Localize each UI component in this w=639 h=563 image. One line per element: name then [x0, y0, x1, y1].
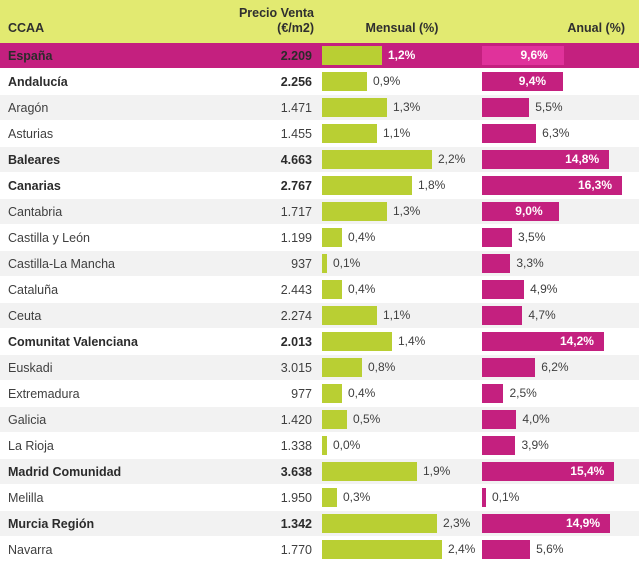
- annual-bar: [482, 384, 503, 403]
- row-monthly-bar-cell: [322, 69, 482, 95]
- table-row: [0, 459, 639, 485]
- row-annual-bar-cell: [482, 303, 639, 329]
- row-annual-bar-cell: [482, 485, 639, 511]
- monthly-bar: [322, 98, 387, 117]
- annual-bar: [482, 280, 524, 299]
- table-row: [0, 329, 639, 355]
- monthly-bar: [322, 46, 382, 65]
- monthly-value-label: 0,0%: [333, 438, 361, 452]
- table-body: [0, 43, 639, 563]
- monthly-bar: [322, 280, 342, 299]
- row-price-value: 2.013: [172, 329, 322, 355]
- monthly-bar: [322, 228, 342, 247]
- table-row: [0, 355, 639, 381]
- row-price-value: 1.455: [172, 121, 322, 147]
- monthly-value-label: 1,4%: [398, 334, 426, 348]
- row-annual-bar-cell: [482, 199, 639, 225]
- row-monthly-bar-cell: [322, 225, 482, 251]
- header-row: [0, 0, 639, 43]
- column-header-price: [172, 0, 322, 43]
- monthly-bar: [322, 410, 347, 429]
- annual-value-label: 14,2%: [559, 334, 594, 348]
- table-row: [0, 147, 639, 173]
- monthly-value-label: 1,8%: [418, 178, 446, 192]
- annual-value-label: 6,3%: [542, 126, 570, 140]
- row-monthly-bar-cell: [322, 511, 482, 537]
- row-price-value: 1.199: [172, 225, 322, 251]
- row-region-name: Madrid Comunidad: [0, 459, 172, 485]
- column-header-price-line2: (€/m2): [277, 21, 314, 35]
- annual-bar: [482, 306, 522, 325]
- monthly-bar: [322, 332, 392, 351]
- monthly-value-label: 1,1%: [383, 308, 411, 322]
- row-region-name: Cataluña: [0, 277, 172, 303]
- monthly-value-label: 1,9%: [423, 464, 451, 478]
- table-header: [0, 0, 639, 43]
- annual-value-label: 15,4%: [570, 464, 605, 478]
- row-annual-bar-cell: [482, 173, 639, 199]
- table-row: [0, 511, 639, 537]
- row-monthly-bar-cell: [322, 433, 482, 459]
- row-price-value: 1.420: [172, 407, 322, 433]
- row-monthly-bar-cell: [322, 355, 482, 381]
- annual-value-label: 14,9%: [565, 516, 600, 530]
- table-row: [0, 407, 639, 433]
- row-monthly-bar-cell: [322, 277, 482, 303]
- row-monthly-bar-cell: [322, 43, 482, 69]
- row-monthly-bar-cell: [322, 381, 482, 407]
- row-annual-bar-cell: [482, 95, 639, 121]
- row-region-name: La Rioja: [0, 433, 172, 459]
- row-region-name: Comunitat Valenciana: [0, 329, 172, 355]
- row-monthly-bar-cell: [322, 329, 482, 355]
- row-region-name: Aragón: [0, 95, 172, 121]
- row-price-value: 937: [172, 251, 322, 277]
- row-region-name: Extremadura: [0, 381, 172, 407]
- annual-value-label: 2,5%: [509, 386, 537, 400]
- row-price-value: 1.717: [172, 199, 322, 225]
- monthly-bar: [322, 150, 432, 169]
- row-monthly-bar-cell: [322, 537, 482, 563]
- table-row: [0, 95, 639, 121]
- annual-value-label: 6,2%: [541, 360, 569, 374]
- annual-value-label: 5,5%: [535, 100, 563, 114]
- column-header-monthly: Mensual (%): [322, 0, 482, 43]
- monthly-value-label: 1,2%: [388, 48, 416, 62]
- table-row: [0, 381, 639, 407]
- monthly-value-label: 0,8%: [368, 360, 396, 374]
- row-region-name: Ceuta: [0, 303, 172, 329]
- annual-value-label: 3,5%: [518, 230, 546, 244]
- annual-value-label: 3,3%: [516, 256, 544, 270]
- row-annual-bar-cell: [482, 69, 639, 95]
- monthly-value-label: 0,9%: [373, 74, 401, 88]
- annual-bar: [482, 254, 510, 273]
- table-row: [0, 485, 639, 511]
- monthly-value-label: 2,3%: [443, 516, 471, 530]
- monthly-value-label: 0,3%: [343, 490, 371, 504]
- row-annual-bar-cell: [482, 277, 639, 303]
- row-annual-bar-cell: [482, 121, 639, 147]
- row-annual-bar-cell: [482, 251, 639, 277]
- column-header-ccaa: CCAA: [0, 0, 172, 43]
- row-region-name: Euskadi: [0, 355, 172, 381]
- row-monthly-bar-cell: [322, 303, 482, 329]
- row-annual-bar-cell: [482, 355, 639, 381]
- monthly-bar: [322, 384, 342, 403]
- row-region-name: Baleares: [0, 147, 172, 173]
- row-region-name: Andalucía: [0, 69, 172, 95]
- row-monthly-bar-cell: [322, 459, 482, 485]
- monthly-bar: [322, 202, 387, 221]
- table-row: [0, 303, 639, 329]
- monthly-bar: [322, 514, 437, 533]
- row-annual-bar-cell: [482, 407, 639, 433]
- annual-bar: [482, 228, 512, 247]
- row-region-name: Canarias: [0, 173, 172, 199]
- row-region-name: Castilla y León: [0, 225, 172, 251]
- monthly-value-label: 2,2%: [438, 152, 466, 166]
- annual-value-label: 14,8%: [565, 152, 600, 166]
- row-annual-bar-cell: [482, 147, 639, 173]
- row-price-value: 2.209: [172, 43, 322, 69]
- annual-value-label: 0,1%: [492, 490, 520, 504]
- annual-value-label: 5,6%: [536, 542, 564, 556]
- row-monthly-bar-cell: [322, 147, 482, 173]
- row-region-name: Navarra: [0, 537, 172, 563]
- monthly-value-label: 0,4%: [348, 282, 376, 296]
- row-annual-bar-cell: [482, 511, 639, 537]
- annual-value-label: 4,0%: [522, 412, 550, 426]
- row-annual-bar-cell: [482, 329, 639, 355]
- monthly-bar: [322, 358, 362, 377]
- annual-value-label: 4,7%: [528, 308, 556, 322]
- column-header-annual: Anual (%): [482, 0, 639, 43]
- row-monthly-bar-cell: [322, 199, 482, 225]
- monthly-bar: [322, 306, 377, 325]
- row-price-value: 3.015: [172, 355, 322, 381]
- row-monthly-bar-cell: [322, 173, 482, 199]
- monthly-value-label: 1,3%: [393, 204, 421, 218]
- monthly-value-label: 1,1%: [383, 126, 411, 140]
- table-row: [0, 69, 639, 95]
- table-row: [0, 199, 639, 225]
- row-region-name: Castilla-La Mancha: [0, 251, 172, 277]
- row-region-name: Murcia Región: [0, 511, 172, 537]
- row-annual-bar-cell: [482, 433, 639, 459]
- table-row: [0, 433, 639, 459]
- monthly-bar: [322, 540, 442, 559]
- annual-value-label: 9,6%: [520, 48, 548, 62]
- row-price-value: 1.342: [172, 511, 322, 537]
- annual-value-label: 4,9%: [530, 282, 558, 296]
- monthly-value-label: 0,5%: [353, 412, 381, 426]
- monthly-value-label: 0,4%: [348, 230, 376, 244]
- row-price-value: 1.950: [172, 485, 322, 511]
- row-monthly-bar-cell: [322, 121, 482, 147]
- row-monthly-bar-cell: [322, 485, 482, 511]
- annual-value-label: 16,3%: [578, 178, 613, 192]
- annual-bar: [482, 358, 535, 377]
- row-region-name: España: [0, 43, 172, 69]
- table-row: [0, 277, 639, 303]
- row-price-value: 1.471: [172, 95, 322, 121]
- row-annual-bar-cell: [482, 43, 639, 69]
- row-price-value: 4.663: [172, 147, 322, 173]
- monthly-bar: [322, 124, 377, 143]
- annual-value-label: 9,4%: [518, 74, 547, 88]
- annual-bar: [482, 124, 536, 143]
- row-price-value: 2.443: [172, 277, 322, 303]
- row-annual-bar-cell: [482, 381, 639, 407]
- column-header-price-line1: Precio Venta: [238, 6, 314, 20]
- row-price-value: 3.638: [172, 459, 322, 485]
- row-price-value: 977: [172, 381, 322, 407]
- row-region-name: Asturias: [0, 121, 172, 147]
- annual-value-label: 3,9%: [521, 438, 549, 452]
- table-row: [0, 121, 639, 147]
- monthly-value-label: 2,4%: [448, 542, 476, 556]
- row-monthly-bar-cell: [322, 95, 482, 121]
- row-price-value: 2.256: [172, 69, 322, 95]
- monthly-value-label: 0,1%: [333, 256, 361, 270]
- annual-bar: [482, 98, 529, 117]
- monthly-bar: [322, 488, 337, 507]
- row-monthly-bar-cell: [322, 251, 482, 277]
- annual-bar: [482, 540, 530, 559]
- monthly-bar: [322, 462, 417, 481]
- table-row: [0, 537, 639, 563]
- row-annual-bar-cell: [482, 459, 639, 485]
- annual-bar: [482, 436, 515, 455]
- row-annual-bar-cell: [482, 225, 639, 251]
- row-annual-bar-cell: [482, 537, 639, 563]
- table-row: [0, 251, 639, 277]
- annual-bar: [482, 410, 516, 429]
- monthly-value-label: 1,3%: [393, 100, 421, 114]
- row-price-value: 2.274: [172, 303, 322, 329]
- row-price-value: 1.770: [172, 537, 322, 563]
- row-price-value: 2.767: [172, 173, 322, 199]
- annual-value-label: 9,0%: [515, 204, 543, 218]
- monthly-bar: [322, 176, 412, 195]
- table-row: [0, 173, 639, 199]
- table-row: [0, 225, 639, 251]
- row-region-name: Melilla: [0, 485, 172, 511]
- row-price-value: 1.338: [172, 433, 322, 459]
- monthly-value-label: 0,4%: [348, 386, 376, 400]
- table-row: [0, 43, 639, 69]
- row-region-name: Cantabria: [0, 199, 172, 225]
- monthly-bar: [322, 72, 367, 91]
- row-region-name: Galicia: [0, 407, 172, 433]
- row-monthly-bar-cell: [322, 407, 482, 433]
